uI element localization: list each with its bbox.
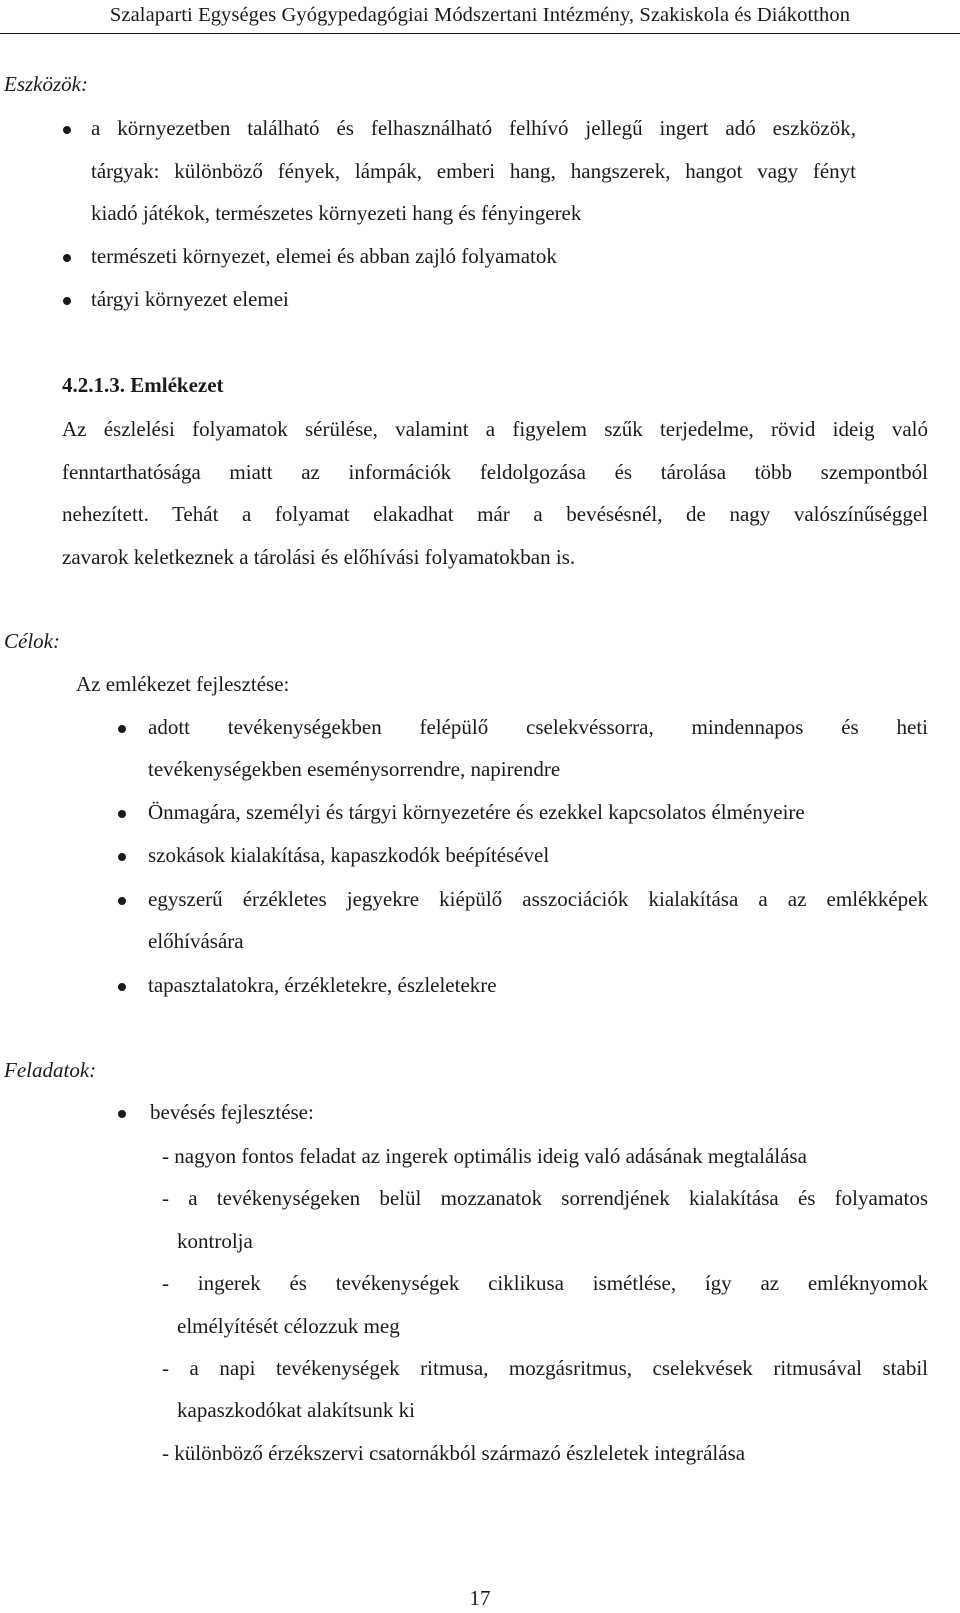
celok-item5: tapasztalatokra, érzékletekre, észleletekre xyxy=(148,973,497,997)
celok-item1-line2: tevékenységekben eseménysorrendre, napirendre xyxy=(148,757,561,781)
bullet-icon xyxy=(63,126,71,134)
bullet-icon xyxy=(63,254,71,262)
eszkozok-item2: természeti környezet, elemei és abban zajló folyamatok xyxy=(91,244,557,268)
bullet-icon xyxy=(118,983,126,991)
celok-item2: Önmagára, személyi és tárgyi környezetére és ezekkel kapcsolatos élményeire xyxy=(148,800,805,824)
eszkozok-heading: Eszközök: xyxy=(4,72,88,96)
eszkozok-item3: tárgyi környezet elemei xyxy=(91,287,289,311)
section-paragraph xyxy=(62,408,928,578)
eszkozok-item1-line1: a környezetben található és felhasználható felhívó jellegű ingert adó eszközök, xyxy=(91,116,856,140)
feladatok-dash5: - különböző érzékszervi csatornákból származó észleletek integrálása xyxy=(162,1441,746,1465)
feladatok-dash2-line2: kontrolja xyxy=(177,1229,253,1253)
section-number: 4.2.1.3. xyxy=(62,373,125,397)
feladatok-heading: Feladatok: xyxy=(4,1058,97,1082)
bullet-icon xyxy=(118,853,126,861)
section-title: Emlékezet xyxy=(130,373,224,397)
feladatok-dash3-line1: - ingerek és tevékenységek ciklikusa ismétlése, így az emléknyomok xyxy=(162,1271,928,1295)
feladatok-bullet: bevésés fejlesztése: xyxy=(150,1100,314,1124)
celok-item4-line1: egyszerű érzékletes jegyekre kiépülő asszociációk kialakítása a az emlékképek xyxy=(148,887,928,911)
celok-heading: Célok: xyxy=(4,629,60,653)
feladatok-dash3-line2: elmélyítését célozzuk meg xyxy=(177,1314,400,1338)
celok-item1-line1: adott tevékenységekben felépülő cselekvéssorra, mindennapos és heti xyxy=(148,715,928,739)
feladatok-dash4-line1: - a napi tevékenységek ritmusa, mozgásritmus, cselekvések ritmusával stabil xyxy=(162,1356,928,1380)
bullet-icon xyxy=(118,897,126,905)
paragraph-line: Az észlelési folyamatok sérülése, valamint a figyelem szűk terjedelme, rövid ideig való xyxy=(62,417,928,441)
feladatok-dash2-line1: - a tevékenységeken belül mozzanatok sorrendjének kialakítása és folyamatos xyxy=(162,1186,928,1210)
feladatok-dash1: - nagyon fontos feladat az ingerek optimális ideig való adásának megtalálása xyxy=(162,1144,807,1168)
page-header: Szalaparti Egységes Gyógypedagógiai Módszertani Intézmény, Szakiskola és Diákotthon xyxy=(109,4,851,26)
celok-subheading: Az emlékezet fejlesztése: xyxy=(76,672,290,696)
bullet-icon xyxy=(118,725,126,733)
paragraph-line: zavarok keletkeznek a tárolási és előhívási folyamatokban is. xyxy=(62,544,576,569)
celok-item4-line2: előhívására xyxy=(148,929,244,953)
paragraph-line: fenntarthatósága miatt az információk feldolgozása és tárolása több szempontból xyxy=(62,459,928,484)
eszkozok-item1-line2: tárgyak: különböző fények, lámpák, emberi hang, hangszerek, hangot vagy fényt xyxy=(91,159,856,183)
feladatok-dash4-line2: kapaszkodókat alakítsunk ki xyxy=(177,1398,415,1422)
bullet-icon xyxy=(118,1110,126,1118)
eszkozok-item1-line3: kiadó játékok, természetes környezeti hang és fényingerek xyxy=(91,201,582,225)
bullet-icon xyxy=(63,297,71,305)
header-rule xyxy=(0,33,960,34)
celok-item3: szokások kialakítása, kapaszkodók beépítésével xyxy=(148,843,550,867)
bullet-icon xyxy=(118,810,126,818)
section-heading xyxy=(62,373,224,398)
paragraph-line: nehezített. Tehát a folyamat elakadhat már a bevésésnél, de nagy valószínűséggel xyxy=(62,502,928,526)
page-number: 17 xyxy=(469,1586,491,1610)
